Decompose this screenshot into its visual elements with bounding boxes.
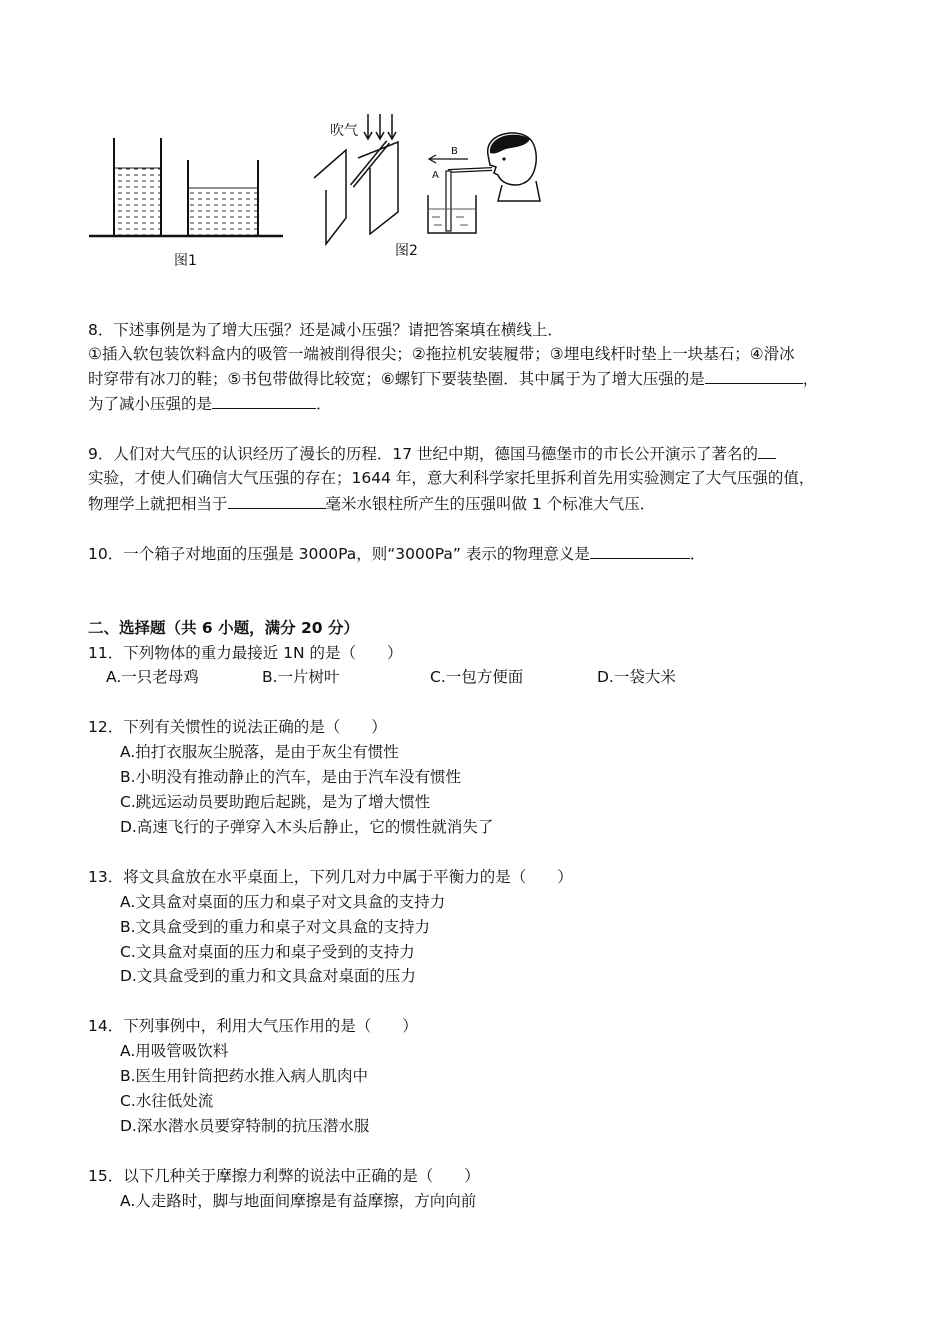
q8-line-4 xyxy=(88,393,332,414)
q13-option-c[interactable]: C.文具盒对桌面的压力和桌子受到的支持力 xyxy=(120,943,415,961)
q8-line-1: 8．下述事例是为了增大压强？还是减小压强？请把答案填在横线上． xyxy=(88,321,563,339)
q13-option-d[interactable]: D.文具盒受到的重力和文具盒对桌面的压力 xyxy=(120,967,416,985)
q14-option-c[interactable]: C.水往低处流 xyxy=(120,1092,214,1110)
q14-option-d[interactable]: D.深水潜水员要穿特制的抗压潜水服 xyxy=(120,1117,370,1135)
q8-answer-blank-increase[interactable] xyxy=(705,368,803,384)
q8-line-4-text: 为了减小压强的是 xyxy=(88,395,213,413)
q10-answer-blank[interactable] xyxy=(590,543,690,559)
q12-option-d[interactable]: D.高速飞行的子弹穿入木头后静止，它的惯性就消失了 xyxy=(120,818,494,836)
q12-stem: 12．下列有关惯性的说法正确的是（ ） xyxy=(88,718,387,736)
person-head-icon xyxy=(488,133,540,201)
q10-line-1-end: ． xyxy=(689,545,706,563)
q11-stem: 11．下列物体的重力最接近 1N 的是（ ） xyxy=(88,644,403,662)
q15-stem: 15．以下几种关于摩擦力利弊的说法中正确的是（ ） xyxy=(88,1167,480,1185)
q11-option-d[interactable]: D.一袋大米 xyxy=(597,668,676,686)
q9-line-3 xyxy=(88,493,655,514)
q9-line-3-end: 毫米水银柱所产生的压强叫做 1 个标准大气压． xyxy=(325,495,656,513)
q10-line-1 xyxy=(88,543,705,564)
q9-answer-blank-mm[interactable] xyxy=(228,493,326,509)
q12-option-b[interactable]: B.小明没有推动静止的汽车，是由于汽车没有惯性 xyxy=(120,768,462,786)
q9-answer-blank-experiment[interactable] xyxy=(758,443,776,459)
figure-1-caption: 图1 xyxy=(174,253,197,269)
q11-option-c[interactable]: C.一包方便面 xyxy=(430,668,524,686)
blow-label: 吹气 xyxy=(330,123,358,139)
figure-1-containers xyxy=(85,130,295,245)
q8-line-2: ①插入软包装饮料盒内的吸管一端被削得很尖；②拖拉机安装履带；③埋电线杆时垫上一块基石；④滑冰 xyxy=(88,345,795,363)
section-2-title: 二、选择题（共 6 小题，满分 20 分） xyxy=(88,619,359,637)
figure-2-caption: 图2 xyxy=(395,243,418,259)
q8-line-3-text: 时穿带有冰刀的鞋；⑤书包带做得比较宽；⑥螺钉下要装垫圈．其中属于为了增大压强的是 xyxy=(88,370,705,388)
q11-option-a[interactable]: A.一只老母鸡 xyxy=(106,668,199,686)
q8-line-3-end: ， xyxy=(802,370,819,388)
q11-option-b[interactable]: B.一片树叶 xyxy=(262,668,340,686)
q9-line-2: 实验，才使人们确信大气压强的存在；1644 年，意大利科学家托里拆利首先用实验测定了大气压强的值， xyxy=(88,469,815,487)
q8-answer-blank-decrease[interactable] xyxy=(212,393,316,409)
q14-option-b[interactable]: B.医生用针筒把药水推入病人肌肉中 xyxy=(120,1067,369,1085)
q8-line-4-end: ． xyxy=(316,395,332,413)
label-b: B xyxy=(451,146,458,157)
q9-line-1 xyxy=(88,443,776,464)
q9-line-1-text: 9．人们对大气压的认识经历了漫长的历程．17 世纪中期，德国马德堡市的市长公开演示了著名的 xyxy=(88,445,759,463)
q10-line-1-text: 10．一个箱子对地面的压强是 3000Pa，则“3000Pa” 表示的物理意义是 xyxy=(88,545,590,563)
q13-option-b[interactable]: B.文具盒受到的重力和桌子对文具盒的支持力 xyxy=(120,918,431,936)
q12-option-a[interactable]: A.拍打衣服灰尘脱落，是由于灰尘有惯性 xyxy=(120,743,399,761)
q13-stem: 13．将文具盒放在水平桌面上，下列几对力中属于平衡力的是（ ） xyxy=(88,868,573,886)
q13-option-a[interactable]: A.文具盒对桌面的压力和桌子对文具盒的支持力 xyxy=(120,893,446,911)
q9-line-3-text: 物理学上就把相当于 xyxy=(88,495,228,513)
q8-line-3 xyxy=(88,368,818,389)
q14-option-a[interactable]: A.用吸管吸饮料 xyxy=(120,1042,229,1060)
label-a: A xyxy=(432,170,439,181)
q15-option-a[interactable]: A.人走路时，脚与地面间摩擦是有益摩擦，方向向前 xyxy=(120,1192,477,1210)
q14-stem: 14．下列事例中，利用大气压作用的是（ ） xyxy=(88,1017,418,1035)
q12-option-c[interactable]: C.跳远运动员要助跑后起跳，是为了增大惯性 xyxy=(120,793,431,811)
